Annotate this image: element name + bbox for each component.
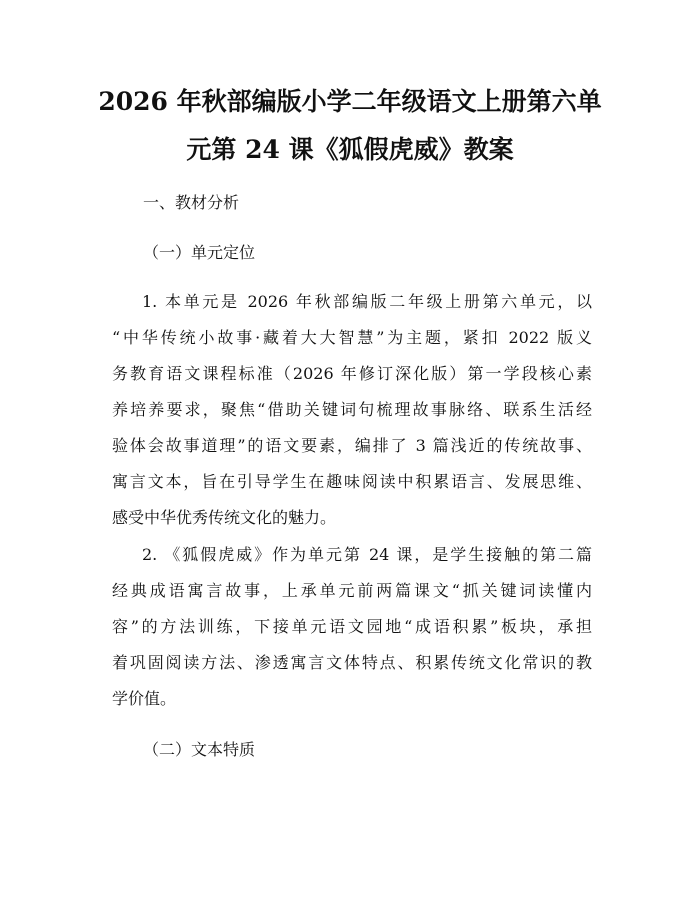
paragraph-line: 务教育语文课程标准（2026 年修订深化版）第一学段核心素 [112,364,592,383]
paragraph-line: 2. 《狐假虎威》作为单元第 24 课，是学生接触的第二篇 [142,545,592,564]
paragraph-1 [112,284,592,536]
paragraph-line: 1. 本单元是 2026 年秋部编版二年级上册第六单元，以 [142,292,592,311]
paragraph-line: 容”的方法训练，下接单元语文园地“成语积累”板块，承担 [112,617,592,636]
paragraph-line: 着巩固阅读方法、渗透寓言文体特点、积累传统文化常识的教 [112,653,592,672]
document-title-line-1: 2026 年秋部编版小学二年级语文上册第六单 [98,87,602,116]
subsection-heading-unit-position: （一）单元定位 [143,243,256,262]
paragraph-line: 经典成语寓言故事，上承单元前两篇课文“抓关键词读懂内 [112,581,592,600]
paragraph-line: 养培养要求，聚焦“借助关键词句梳理故事脉络、联系生活经 [112,400,592,419]
document-title-line-2: 元第 24 课《狐假虎威》教案 [186,135,514,164]
paragraph-2 [112,537,592,717]
paragraph-line: 寓言文本，旨在引导学生在趣味阅读中积累语言、发展思维、 [112,472,592,491]
paragraph-line: 学价值。 [112,689,177,708]
paragraph-line: “中华传统小故事·藏着大大智慧”为主题，紧扣 2022 版义 [112,328,592,347]
paragraph-line: 感受中华优秀传统文化的魅力。 [112,508,337,527]
paragraph-line: 验体会故事道理”的语文要素，编排了 3 篇浅近的传统故事、 [112,436,592,455]
section-heading-analysis: 一、教材分析 [143,193,240,212]
subsection-heading-text-nature: （二）文本特质 [143,740,256,759]
